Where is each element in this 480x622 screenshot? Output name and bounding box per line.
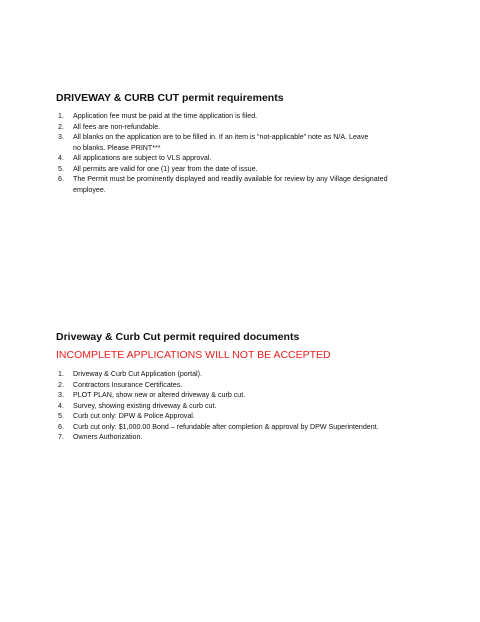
list-item (56, 422, 456, 433)
list-item (56, 401, 456, 412)
item-text: All fees are non-refundable. (73, 122, 161, 131)
list-item (56, 111, 456, 122)
item-text: All permits are valid for one (1) year from the date of issue. (73, 164, 258, 173)
item-number: 2. (58, 380, 64, 389)
item-text: Driveway & Curb Cut Application (portal). (73, 370, 202, 378)
list-item (56, 132, 369, 153)
requirements-heading: DRIVEWAY & CURB CUT permit requirements (56, 92, 284, 104)
requirements-section (56, 91, 456, 195)
item-text: Application fee must be paid at the time application is filed. (73, 112, 258, 120)
item-text: The Permit must be prominently displayed and readily available for review by any Village designated employee. (73, 175, 388, 194)
list-item (56, 432, 456, 443)
item-text: All applications are subject to VLS approval. (73, 154, 212, 162)
item-text: Curb cut only: $1,000.00 Bond – refundable after completion & approval by DPW Superintendent. (73, 422, 379, 431)
list-item (56, 369, 456, 380)
item-number: 4. (58, 154, 64, 162)
item-text: Survey, showing existing driveway & curb cut. (73, 401, 217, 410)
item-number: 6. (58, 422, 64, 431)
documents-section (56, 330, 456, 443)
list-item (56, 390, 456, 401)
list-item (56, 153, 456, 164)
list-item (56, 411, 456, 422)
documents-list (56, 369, 456, 443)
item-number: 4. (58, 401, 64, 410)
list-item (56, 164, 456, 175)
item-number: 5. (58, 412, 64, 420)
item-number: 3. (58, 391, 64, 399)
item-number: 7. (58, 433, 64, 441)
list-item (56, 174, 413, 195)
requirements-list (56, 111, 456, 195)
item-number: 1. (58, 112, 64, 120)
incomplete-warning: INCOMPLETE APPLICATIONS WILL NOT BE ACCEPTED (56, 349, 331, 361)
item-text: All blanks on the application are to be filled in. If an item is “not-applicable” note as N/A. Leave no blanks. Please PRINT*** (73, 133, 369, 152)
documents-heading: Driveway & Curb Cut permit required documents (56, 331, 300, 343)
list-item (56, 380, 456, 391)
item-number: 6. (58, 175, 64, 183)
item-number: 2. (58, 122, 64, 131)
item-number: 3. (58, 133, 64, 141)
list-item (56, 122, 456, 133)
item-number: 5. (58, 164, 64, 173)
item-text: Contractors Insurance Certificates. (73, 380, 183, 389)
item-text: Curb cut only: DPW & Police Approval. (73, 412, 195, 420)
item-number: 1. (58, 370, 64, 378)
item-text: PLOT PLAN, show new or altered driveway & curb cut. (73, 391, 246, 399)
item-text: Owners Authorization. (73, 433, 143, 441)
